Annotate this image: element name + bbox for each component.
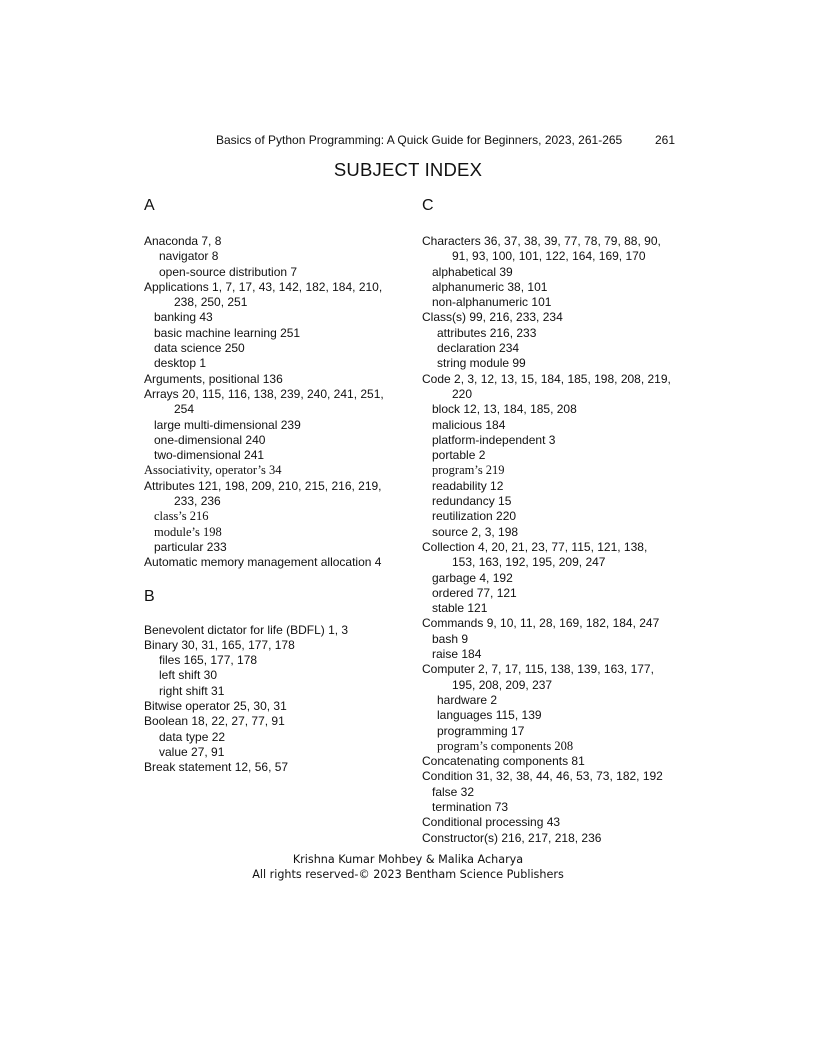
index-entry: Associativity, operator’s 34 [144, 463, 282, 478]
index-entry: Applications 1, 7, 17, 43, 142, 182, 184, 210, [144, 279, 383, 294]
index-subentry: large multi-dimensional 239 [154, 417, 301, 432]
index-subentry: portable 2 [432, 448, 486, 463]
index-subentry: desktop 1 [154, 356, 207, 371]
index-subentry: data type 22 [159, 729, 226, 744]
index-subentry: malicious 184 [432, 417, 506, 432]
index-subentry: redundancy 15 [432, 494, 512, 509]
index-entry: Conditional processing 43 [422, 815, 561, 830]
index-subentry: attributes 216, 233 [437, 325, 537, 340]
index-subentry: basic machine learning 251 [154, 325, 301, 340]
index-entry: Attributes 121, 198, 209, 210, 215, 216, 219, [144, 478, 382, 493]
index-subentry: string module 99 [437, 356, 526, 371]
index-entry: Characters 36, 37, 38, 39, 77, 78, 79, 88, 90, [422, 234, 661, 248]
index-subentry: program’s components 208 [437, 738, 574, 753]
index-entry: Binary 30, 31, 165, 177, 178 [144, 637, 295, 652]
section-letter-a: A [144, 197, 155, 214]
section-letter-c: C [422, 197, 434, 214]
index-entry-continuation: 153, 163, 192, 195, 209, 247 [452, 555, 606, 570]
page-title: SUBJECT INDEX [333, 159, 483, 180]
index-subentry: declaration 234 [437, 341, 520, 356]
index-subentry: program’s 219 [432, 463, 505, 478]
index-subentry: false 32 [432, 784, 475, 799]
index-entry-continuation: 220 [452, 386, 473, 401]
index-subentry: value 27, 91 [159, 744, 225, 759]
page-number: 261 [655, 133, 676, 147]
index-subentry: garbage 4, 192 [432, 570, 513, 585]
index-entry: Class(s) 99, 216, 233, 234 [422, 310, 563, 325]
index-subentry: stable 121 [432, 601, 488, 616]
section-letter-b: B [144, 587, 155, 605]
index-list-b [144, 623, 404, 776]
index-entry: Anaconda 7, 8 [144, 234, 222, 248]
index-entry: Break statement 12, 56, 57 [144, 760, 289, 775]
index-subentry: reutilization 220 [432, 509, 517, 524]
index-subentry: termination 73 [432, 799, 509, 814]
index-subentry: data science 250 [154, 341, 245, 356]
index-subentry: one-dimensional 240 [154, 432, 266, 447]
index-subentry: open-source distribution 7 [159, 264, 298, 279]
index-subentry: non-alphanumeric 101 [432, 295, 552, 310]
index-list-c [422, 234, 682, 846]
index-entry: Code 2, 3, 12, 13, 15, 184, 185, 198, 208, 219, [422, 371, 671, 386]
index-subentry: source 2, 3, 198 [432, 524, 519, 539]
index-subentry: class’s 216 [154, 509, 209, 524]
index-subentry: hardware 2 [437, 692, 498, 707]
index-subentry: languages 115, 139 [437, 708, 542, 723]
index-subentry: module’s 198 [154, 524, 222, 539]
index-entry: Bitwise operator 25, 30, 31 [144, 699, 287, 714]
footer-authors: Krishna Kumar Mohbey & Malika Acharya [292, 853, 524, 866]
index-list-a [144, 234, 404, 571]
index-entry: Arguments, positional 136 [144, 371, 283, 386]
index-subentry: ordered 77, 121 [432, 585, 517, 600]
index-entry: Automatic memory management allocation 4 [144, 555, 382, 570]
index-column-left [144, 196, 404, 776]
index-subentry: programming 17 [437, 723, 525, 738]
index-entry: Concatenating components 81 [422, 754, 585, 769]
index-entry-continuation: 238, 250, 251 [174, 295, 248, 310]
index-entry-continuation: 91, 93, 100, 101, 122, 164, 169, 170 [452, 249, 646, 264]
index-entry: Computer 2, 7, 17, 115, 138, 139, 163, 177, [422, 662, 654, 677]
index-subentry: two-dimensional 241 [154, 448, 265, 463]
index-subentry: particular 233 [154, 539, 227, 554]
page-footer [0, 852, 816, 882]
index-subentry: banking 43 [154, 310, 213, 325]
index-subentry: raise 184 [432, 647, 482, 662]
index-subentry: right shift 31 [159, 683, 225, 698]
index-entry-continuation: 254 [174, 402, 195, 417]
index-entry-continuation: 195, 208, 209, 237 [452, 677, 553, 692]
index-entry: Commands 9, 10, 11, 28, 169, 182, 184, 247 [422, 616, 660, 631]
index-subentry: alphabetical 39 [432, 264, 513, 279]
index-entry: Arrays 20, 115, 116, 138, 239, 240, 241, 251, [144, 386, 384, 401]
index-subentry: files 165, 177, 178 [159, 653, 258, 668]
index-entry: Constructor(s) 216, 217, 218, 236 [422, 830, 602, 845]
index-subentry: block 12, 13, 184, 185, 208 [432, 402, 577, 417]
book-citation: Basics of Python Programming: A Quick Guide for Beginners, 2023, 261-265 [216, 133, 623, 147]
index-subentry: navigator 8 [159, 249, 219, 264]
footer-copyright: All rights reserved-© 2023 Bentham Science Publishers [252, 868, 564, 881]
index-subentry: readability 12 [432, 478, 504, 493]
index-entry: Condition 31, 32, 38, 44, 46, 53, 73, 182, 192 [422, 769, 663, 784]
index-entry: Boolean 18, 22, 27, 77, 91 [144, 714, 285, 729]
index-subentry: bash 9 [432, 631, 469, 646]
index-column-right [422, 196, 682, 846]
index-subentry: alphanumeric 38, 101 [432, 279, 548, 294]
index-entry-continuation: 233, 236 [174, 494, 221, 509]
index-entry: Benevolent dictator for life (BDFL) 1, 3 [144, 622, 349, 637]
index-entry: Collection 4, 20, 21, 23, 77, 115, 121, 138, [422, 539, 648, 554]
index-subentry: platform-independent 3 [432, 432, 556, 447]
index-subentry: left shift 30 [159, 668, 218, 683]
